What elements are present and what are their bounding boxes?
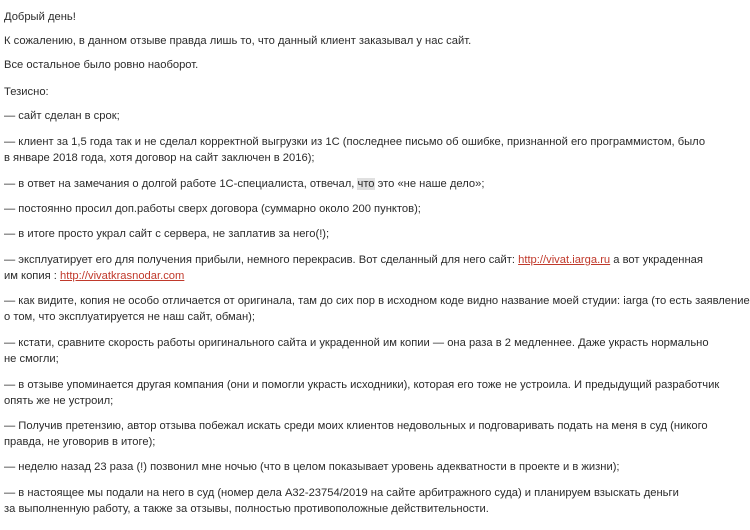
point-claim-line1: — Получив претензию, автор отзыва побежал искать среди моих клиентов недовольных и подговаривать подать на меня в суд (никого (4, 420, 708, 432)
point-copy-same-line2: о том, что эксплуатируется не наш сайт, обман); (4, 311, 255, 323)
point-exploits-site-line2 (4, 268, 703, 284)
point-on-time-text: — сайт сделан в срок; (4, 110, 120, 122)
point-on-time (4, 108, 120, 124)
rest-paragraph (4, 57, 198, 73)
point-exploits-site (4, 252, 703, 284)
point-exploits-site-middle: а вот украденная (610, 254, 703, 266)
thesis-heading (4, 84, 49, 100)
point-other-company-line2: опять же не устроил; (4, 395, 114, 407)
point-night-calls (4, 459, 620, 475)
point-copy-same-line1: — как видите, копия не особо отличается от оригинала, там до сих пор в исходном коде видно название моей студии: iarga (то есть заявление (4, 295, 750, 307)
point-1c-export (4, 134, 705, 166)
point-speed-line2: не смогли; (4, 353, 59, 365)
point-lawsuit (4, 485, 679, 517)
intro-paragraph (4, 33, 471, 49)
point-lawsuit-line1: — в настоящее мы подали на него в суд (номер дела А32-23754/2019 на сайте арбитражного суда) и планируем взыскать деньги (4, 487, 679, 499)
point-extra-work-text: — постоянно просил доп.работы сверх договора (суммарно около 200 пунктов); (4, 203, 421, 215)
thesis-text: Тезисно: (4, 86, 49, 98)
copy-site-link[interactable]: http://vivatkrasnodar.com (59, 270, 185, 282)
original-site-link[interactable]: http://vivat.iarga.ru (518, 254, 611, 266)
point-copy-same (4, 293, 750, 325)
point-stole-site-text: — в итоге просто украл сайт с сервера, не заплатив за него(!); (4, 228, 330, 240)
point-other-company-line1: — в отзыве упоминается другая компания (они и помогли украсть исходники), которая его тоже не устроила. И предыдущий разработчик (4, 379, 720, 391)
point-other-company (4, 377, 719, 409)
point-1c-export-line1: — клиент за 1,5 года так и не сделал корректной выгрузки из 1С (последнее письмо об ошибке, признанной его программистом, было (4, 136, 706, 148)
point-speed-line1: — кстати, сравните скорость работы оригинального сайта и украденной им копии — она раза в 2 медленнее. Даже украсть нормально (4, 337, 709, 349)
greeting (4, 9, 76, 25)
intro-text: К сожалению, в данном отзыве правда лишь то, что данный клиент заказывал у нас сайт. (4, 35, 472, 47)
point-exploits-site-copy-label: им копия : (4, 270, 60, 282)
point-exploits-site-line1 (4, 252, 703, 268)
point-not-our-business-before: — в ответ на замечания о долгой работе 1С-специалиста, отвечал, (4, 178, 358, 190)
point-lawsuit-line2: за выполненную работу, а также за отзывы, полностью противоположные действительности. (4, 503, 489, 515)
point-1c-export-line2: в январе 2018 года, хотя договор на сайт заключен в 2016); (4, 152, 315, 164)
point-exploits-site-before: — эксплуатирует его для получения прибыли, немного перекрасив. Вот сделанный для него сайт: (4, 254, 519, 266)
point-not-our-business (4, 176, 484, 192)
rest-text: Все остальное было ровно наоборот. (4, 59, 199, 71)
highlighted-word: что (357, 178, 375, 190)
point-not-our-business-after: это «не наше дело»; (374, 178, 485, 190)
point-stole-site (4, 226, 329, 242)
point-claim (4, 418, 708, 450)
point-night-calls-text: — неделю назад 23 раза (!) позвонил мне ночью (что в целом показывает уровень адекватности в проекте и в жизни); (4, 461, 620, 473)
point-claim-line2: правда, не уговорив в итоге); (4, 436, 156, 448)
point-extra-work (4, 201, 421, 217)
greeting-text: Добрый день! (4, 11, 76, 23)
point-speed (4, 335, 709, 367)
